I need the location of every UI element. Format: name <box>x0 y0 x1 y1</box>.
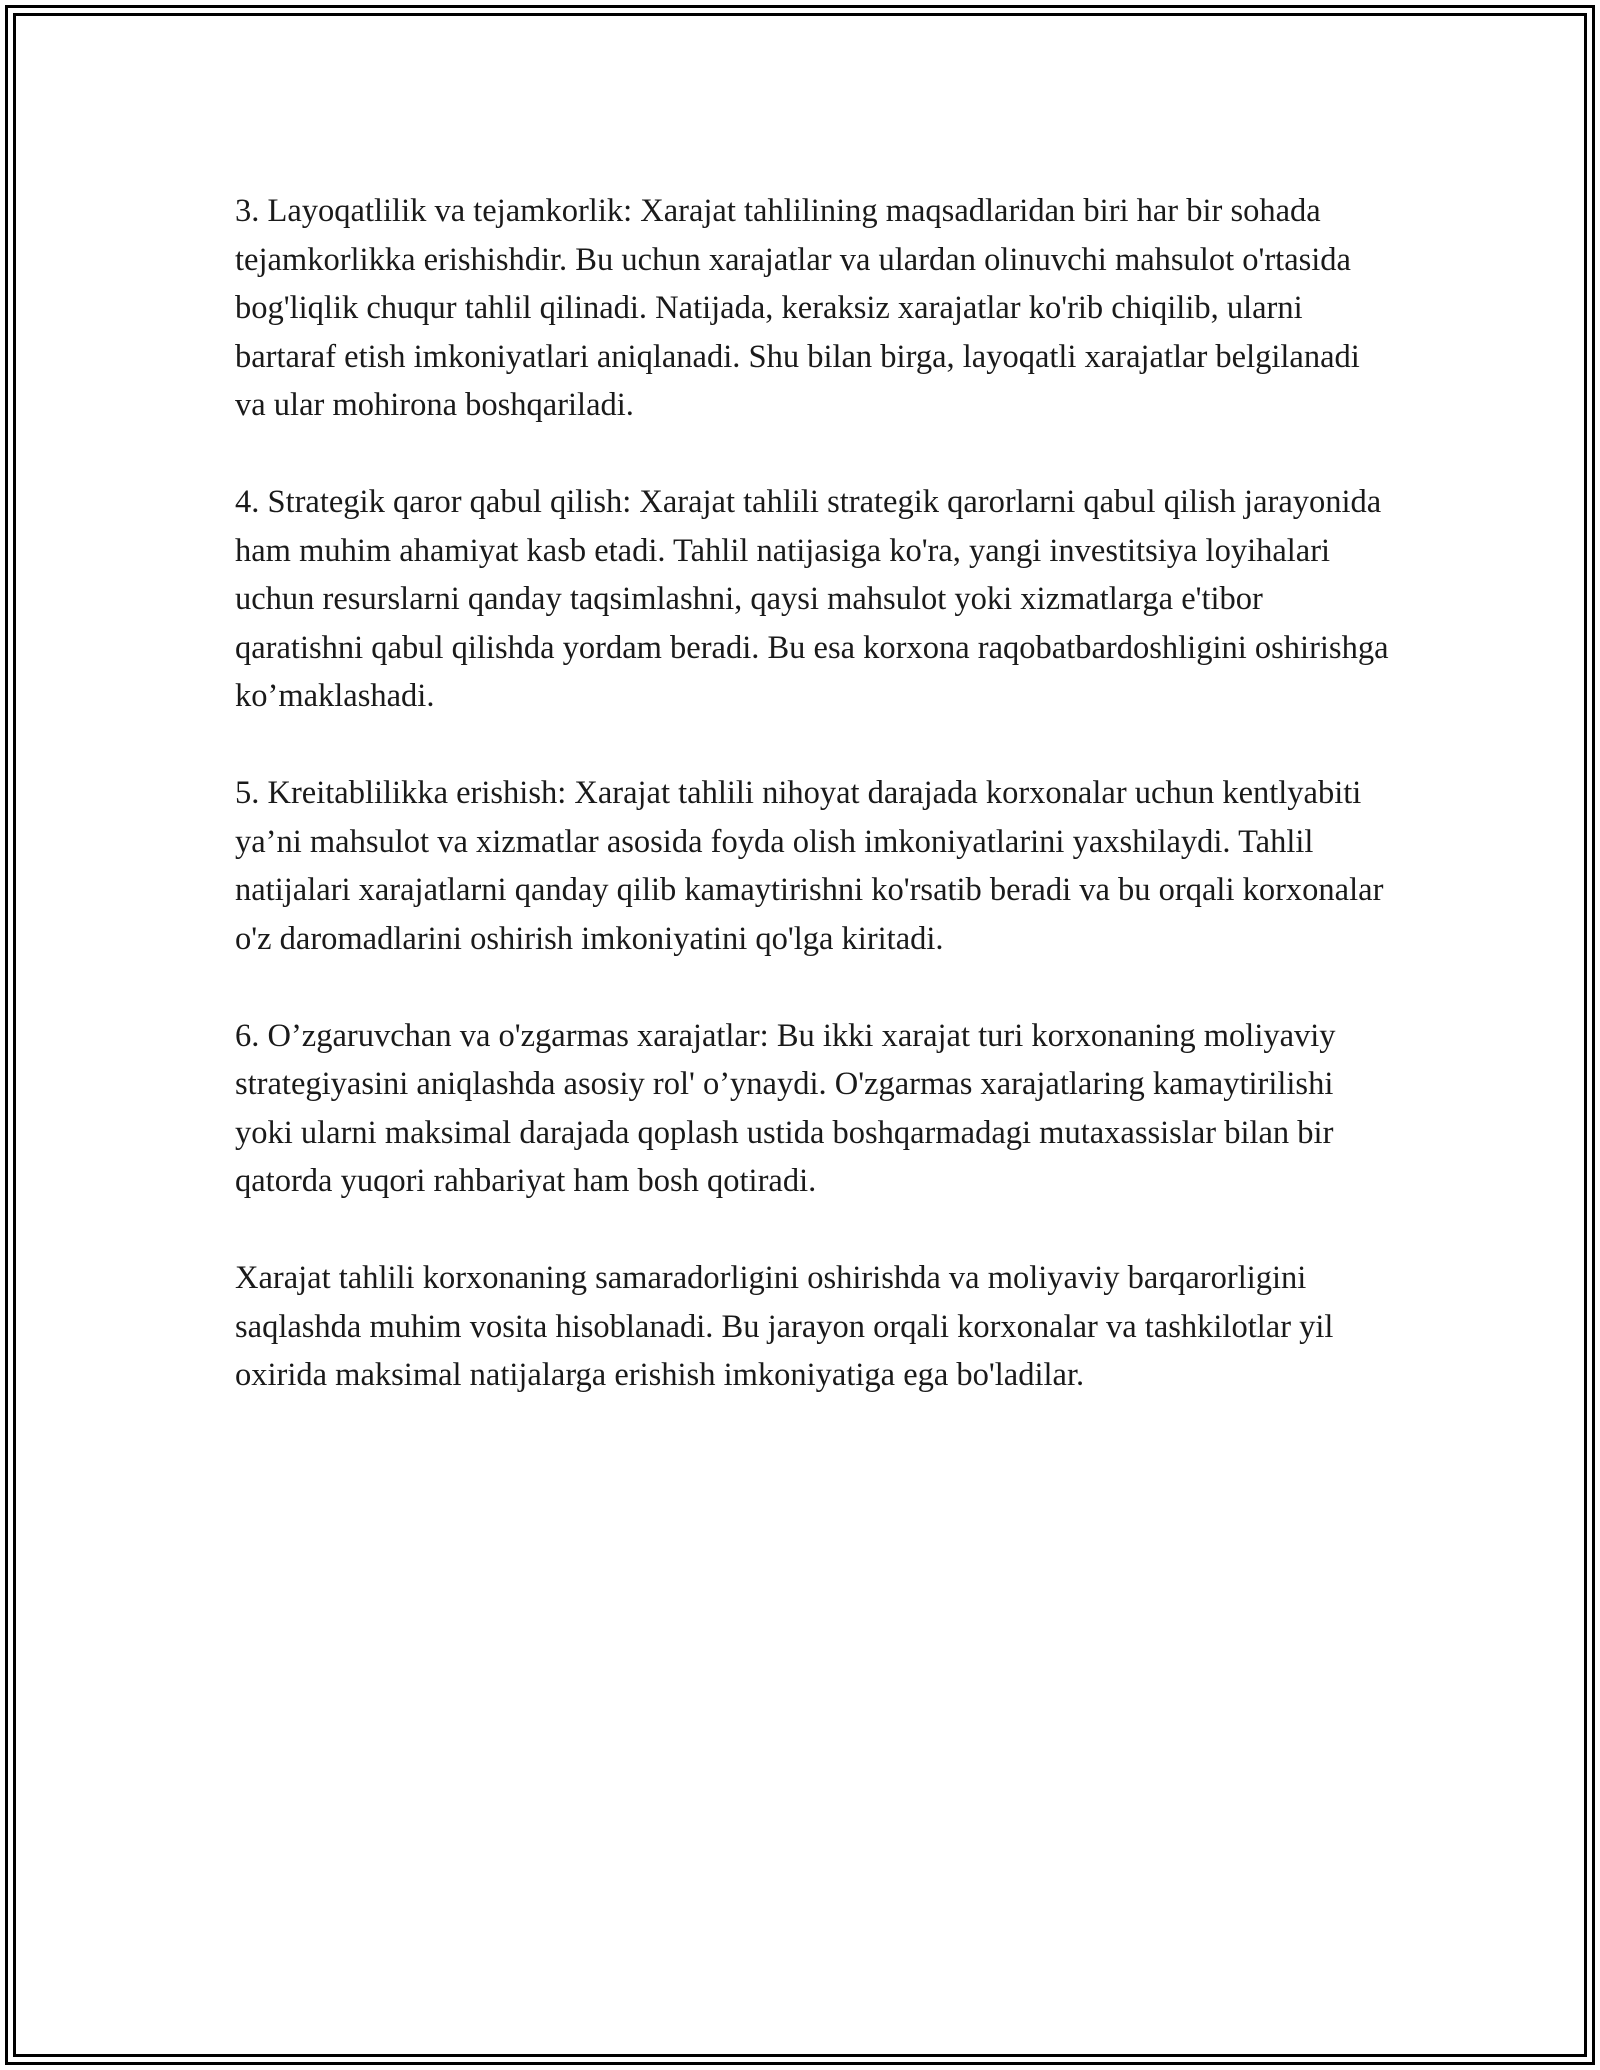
paragraph-strategik-qaror: 4. Strategik qaror qabul qilish: Xarajat tahlili strategik qarorlarni qabul qilish jarayonida ham muhim ahamiyat kasb etadi. Tahlil natijasiga ko'ra, yangi investitsiya loyihalari uchun resurslarni qanday taqsimlashni, qaysi mahsulot yoki xizmatlarga e'tibor qaratishni qabul qilishda yordam beradi. Bu esa korxona raqobatbardoshligini oshirishga ko’maklashadi. <box>235 484 1389 714</box>
document-body <box>235 187 1395 1448</box>
paragraph-kreitablilik: 5. Kreitablilikka erishish: Xarajat tahlili nihoyat darajada korxonalar uchun kentlyabiti ya’ni mahsulot va xizmatlar asosida foyda olish imkoniyatlarini yaxshilaydi. Tahlil natijalari xarajatlarni qanday qilib kamaytirishni ko'rsatib beradi va bu orqali korxonalar o'z daromadlarini oshirish imkoniyatini qo'lga kiritadi. <box>235 775 1384 957</box>
paragraph-conclusion: Xarajat tahlili korxonaning samaradorligini oshirishda va moliyaviy barqarorligini saqlashda muhim vosita hisoblanadi. Bu jarayon orqali korxonalar va tashkilotlar yil oxirida maksimal natijalarga erishish imkoniyatiga ega bo'ladilar. <box>235 1260 1334 1393</box>
paragraph-layoqatlilik: 3. Layoqatlilik va tejamkorlik: Xarajat tahlilining maqsadlaridan biri har bir sohada tejamkorlikka erishishdir. Bu uchun xarajatlar va ulardan olinuvchi mahsulot o'rtasida bog'liqlik chuqur tahlil qilinadi. Natijada, keraksiz xarajatlar ko'rib chiqilib, ularni bartaraf etish imkoniyatlari aniqlanadi. Shu bilan birga, layoqatli xarajatlar belgilanadi va ular mohirona boshqariladi. <box>235 193 1360 423</box>
paragraph-ozgaruvchan-xarajatlar: 6. O’zgaruvchan va o'zgarmas xarajatlar: Bu ikki xarajat turi korxonaning moliyaviy strategiyasini aniqlashda asosiy rol' o’ynaydi. O'zgarmas xarajatlaring kamaytirilishi yoki ularni maksimal darajada qoplash ustida boshqarmadagi mutaxassislar bilan bir qatorda yuqori rahbariyat ham bosh qotiradi. <box>235 1017 1336 1199</box>
